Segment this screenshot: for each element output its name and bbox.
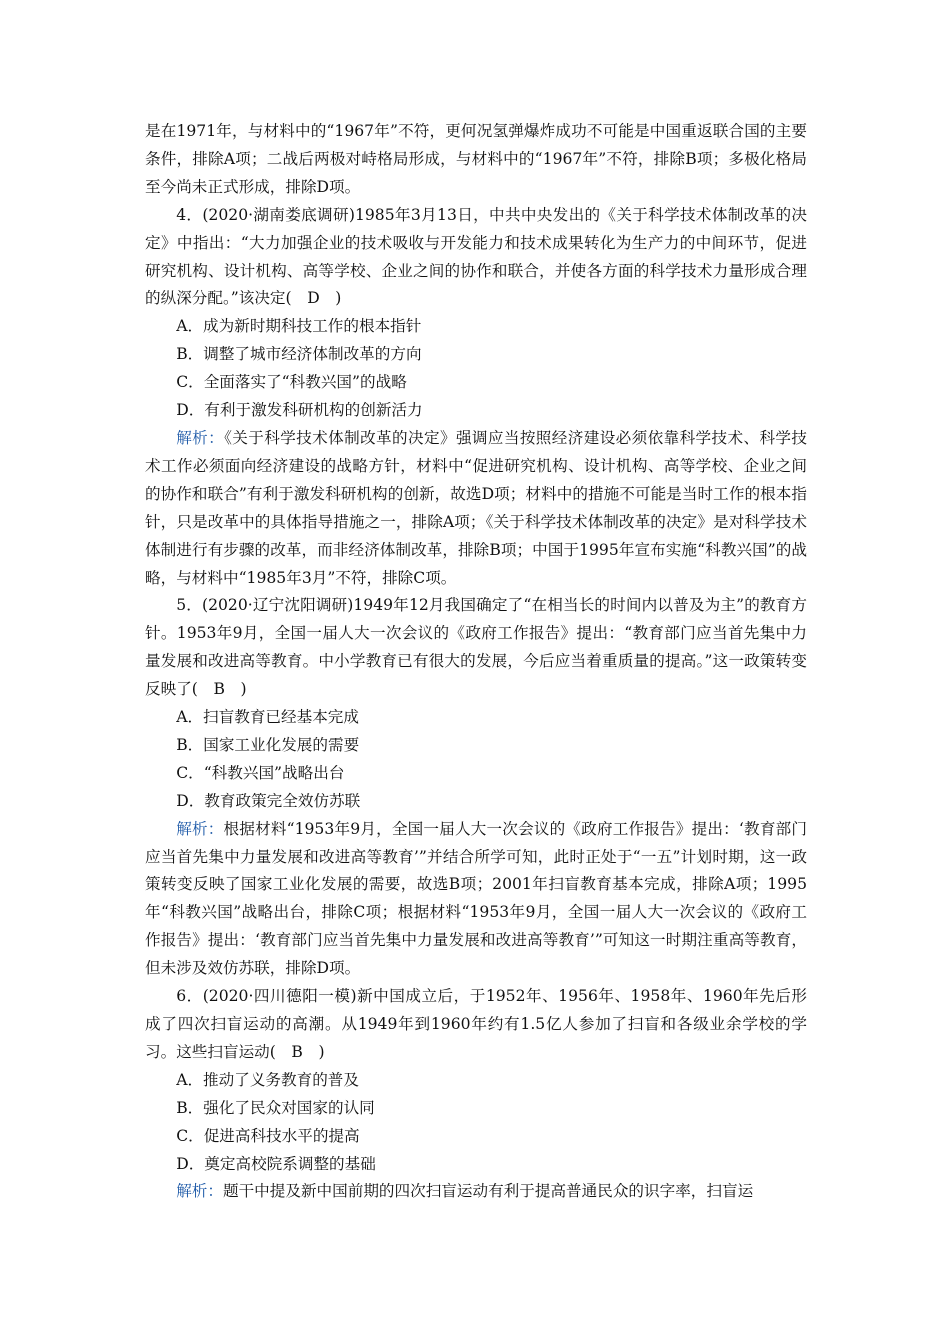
question-6-analysis-text: 题干中提及新中国前期的四次扫盲运动有利于提高普通民众的识字率，扫盲运 <box>222 1182 754 1201</box>
question-4-option-b: B．调整了城市经济体制改革的方向 <box>176 345 422 364</box>
question-4-analysis-text: 《关于科学技术体制改革的决定》强调应当按照经济建设必须依靠科学技术、科学技术工作必须面向经济建设的战略方针，材料中“促进研究机构、设计机构、高等学校、企业之间的协作和联合”有利于激发科研机构的创新，故选D项；材料中的措施不可能是当时工作的根本指针，只是改革中的具体指导措施之一，排除A项；《关于科学技术体制改革的决定》是对科学技术体制进行有步骤的改革，而非经济体制改革，排除B项；中国于1995年宣布实施“科教兴国”的战略，与材料中“1985年3月”不符，排除C项。 <box>145 428 807 587</box>
question-4-analysis <box>145 425 807 592</box>
question-5-analysis-text: 根据材料“1953年9月，全国一届人大一次会议的《政府工作报告》提出：‘教育部门应当首先集中力量发展和改进高等教育’”并结合所学可知，此时正处于“一五”计划时期，这一政策转变反映了国家工业化发展的需要，故选B项；2001年扫盲教育基本完成，排除A项；1995年“科教兴国”战略出台，排除C项；根据材料“1953年9月，全国一届人大一次会议的《政府工作报告》提出：‘教育部门应当首先集中力量发展和改进高等教育’”可知这一时期注重高等教育，但未涉及效仿苏联，排除D项。 <box>145 819 807 978</box>
question-4-option-a: A．成为新时期科技工作的根本指针 <box>176 317 422 336</box>
analysis-label: 解析： <box>176 428 225 447</box>
question-5-option-c: C．“科教兴国”战略出台 <box>176 763 345 782</box>
question-5-option-a: A．扫盲教育已经基本完成 <box>176 708 359 727</box>
intro-paragraph: 是在1971年，与材料中的“1967年”不符，更何况氢弹爆炸成功不可能是中国重返联合国的主要条件，排除A项；二战后两极对峙格局形成，与材料中的“1967年”不符，排除B项；多极化格局至今尚未正式形成，排除D项。 <box>145 122 807 196</box>
question-6-option-a: A．推动了义务教育的普及 <box>176 1070 359 1089</box>
analysis-label: 解析： <box>176 819 224 838</box>
question-6-option-c: C．促进高科技水平的提高 <box>176 1126 360 1145</box>
question-5-stem: 5．(2020·辽宁沈阳调研)1949年12月我国确定了“在相当长的时间内以普及为主”的教育方针。1953年9月，全国一届人大一次会议的《政府工作报告》提出：“教育部门应当首先集中力量发展和改进高等教育。中小学教育已有很大的发展，今后应当着重质量的提高。”这一政策转变反映了( B ) <box>145 596 807 699</box>
question-4-option-d: D．有利于激发科研机构的创新活力 <box>176 401 423 420</box>
question-5-option-d: D．教育政策完全效仿苏联 <box>176 791 361 810</box>
question-4-stem: 4．(2020·湖南娄底调研)1985年3月13日，中共中央发出的《关于科学技术体制改革的决定》中指出：“大力加强企业的技术吸收与开发能力和技术成果转化为生产力的中间环节，促进研究机构、设计机构、高等学校、企业之间的协作和联合，并使各方面的科学技术力量形成合理的纵深分配。”该决定( D ) <box>145 205 807 308</box>
question-6-stem: 6．(2020·四川德阳一模)新中国成立后，于1952年、1956年、1958年、1960年先后形成了四次扫盲运动的高潮。从1949年到1960年约有1.5亿人参加了扫盲和各级业余学校的学习。这些扫盲运动( B ) <box>145 987 807 1061</box>
question-5-analysis <box>145 816 807 983</box>
document-body <box>145 118 807 1206</box>
question-6-analysis <box>145 1178 807 1206</box>
question-6-option-d: D．奠定高校院系调整的基础 <box>176 1154 376 1173</box>
question-5-option-b: B．国家工业化发展的需要 <box>176 735 360 754</box>
question-4-option-c: C．全面落实了“科教兴国”的战略 <box>176 373 407 392</box>
question-6-option-b: B．强化了民众对国家的认同 <box>176 1098 375 1117</box>
analysis-label: 解析： <box>176 1182 223 1201</box>
